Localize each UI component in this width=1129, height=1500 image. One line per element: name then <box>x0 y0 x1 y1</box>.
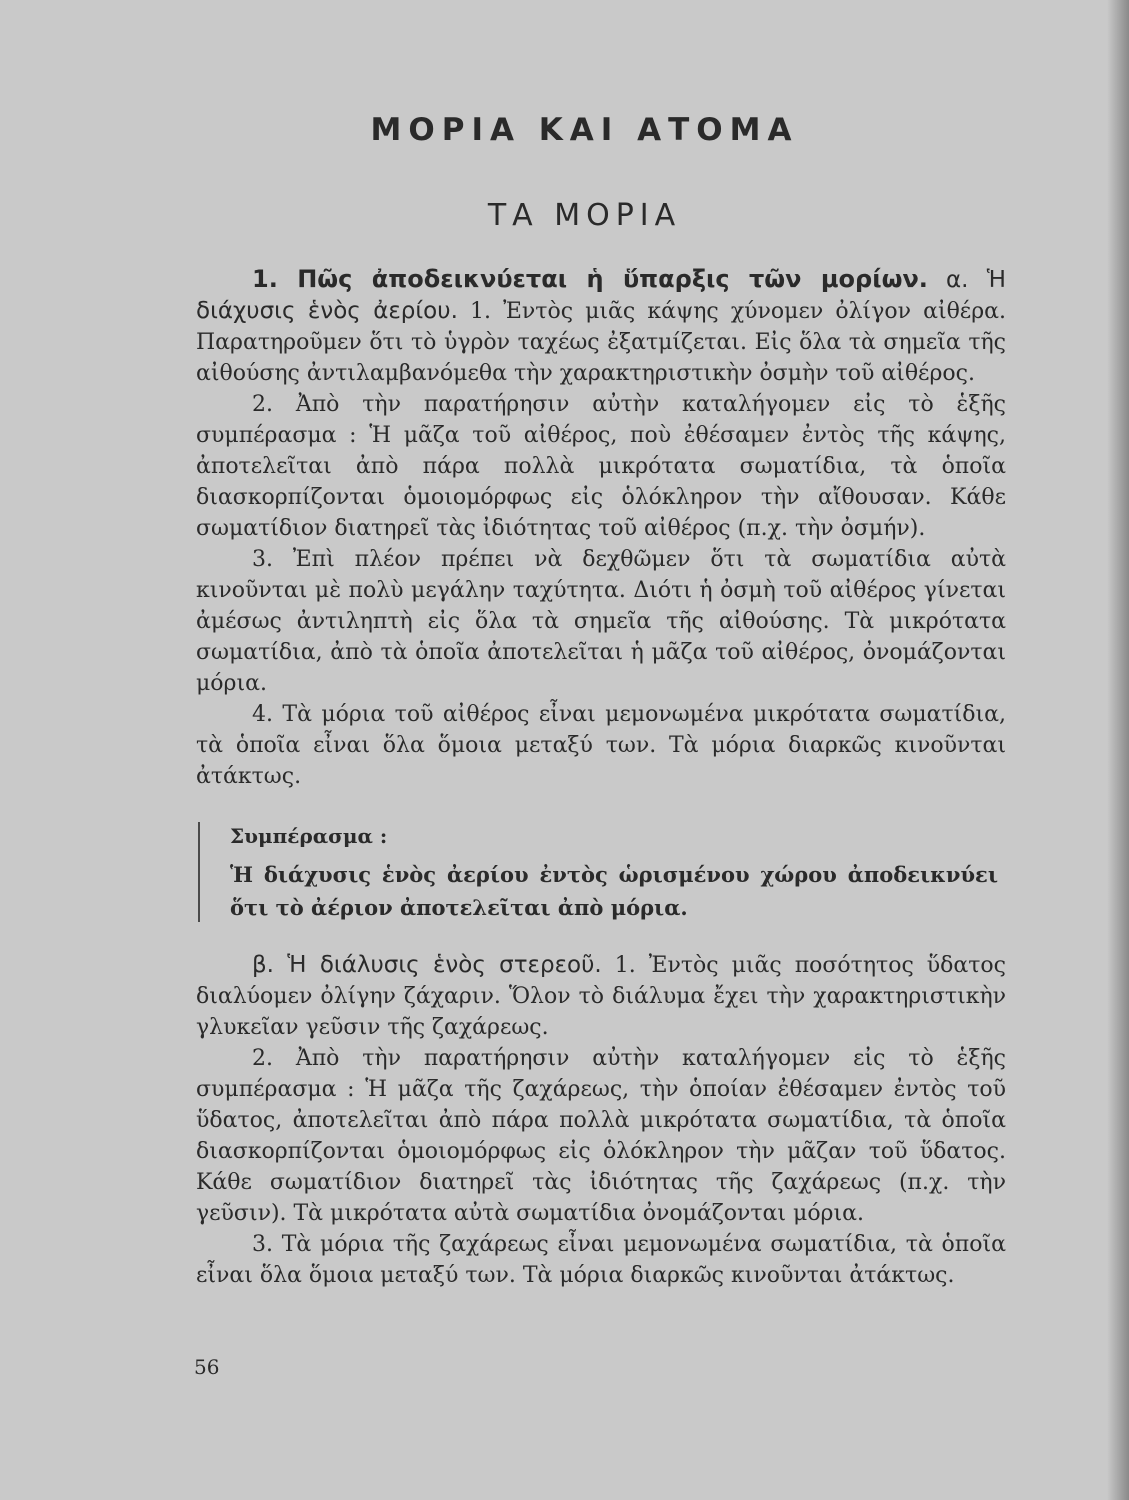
section-title: ΤΑ ΜΟΡΙΑ <box>487 198 682 233</box>
conclusion-label: Συμπέρασμα : <box>230 824 388 848</box>
conclusion-text: Ἡ διάχυσις ἑνὸς ἀερίου ἐντὸς ὡρισμένου χώρου ἀποδεικνύει ὅτι τὸ ἀέριον ἀποτελεῖται ἀπὸ μόρια. <box>230 862 998 920</box>
conclusion-box <box>198 822 998 922</box>
paragraph-4: 4. Τὰ μόρια τοῦ αἰθέρος εἶναι μεμονωμένα μικρότατα σωματίδια, τὰ ὁποῖα εἶναι ὅλα ὅμοια μεταξύ των. Τὰ μόρια διαρκῶς κινοῦνται ἀτάκτως. <box>196 702 1006 789</box>
paragraph-text: 1. Ἐντὸς μιᾶς ποσότητος ὕδατος διαλύομεν ὀλίγην ζάχαριν. Ὅλον τὸ διάλυμα ἔχει τὴν χαρακτηριστικὴν γλυκεῖαν γεῦσιν τῆς ζαχάρεως. <box>196 953 1006 1040</box>
paragraph-2: 2. Ἀπὸ τὴν παρατήρησιν αὐτὴν καταλήγομεν εἰς τὸ ἑξῆς συμπέρασμα : Ἡ μᾶζα τοῦ αἰθέρος, ποὺ ἐθέσαμεν ἐντὸς τῆς κάψης, ἀποτελεῖται ἀπὸ πάρα πολλὰ μικρότατα σωματίδια, τὰ ὁποῖα διασκορπίζονται ὁμοιομόρφως εἰς ὁλόκληρον τὴν αἴθουσαν. Κάθε σωματίδιον διατηρεῖ τὰς ἰδιότητας τοῦ αἰθέρος (π.χ. τὴν ὀσμήν). <box>196 392 1006 541</box>
paragraph-1 <box>196 264 1006 389</box>
paragraph-3: 3. Ἐπὶ πλέον πρέπει νὰ δεχθῶμεν ὅτι τὰ σωματίδια αὐτὰ κινοῦνται μὲ πολὺ μεγάλην ταχύτητα. Διότι ἡ ὀσμὴ τοῦ αἰθέρος γίνεται ἀμέσως ἀντιληπτὴ εἰς ὅλα τὰ σημεῖα τῆς αἰθούσης. Τὰ μικρότατα σωματίδια, ἀπὸ τὰ ὁποῖα ἀποτελεῖται ἡ μᾶζα τοῦ αἰθέρος, ὀνομάζονται μόρια. <box>196 547 1006 696</box>
section-solid-dissolution <box>196 950 1006 1291</box>
chapter-title: ΜΟΡΙΑ ΚΑΙ ΑΤΟΜΑ <box>370 112 799 148</box>
paragraph-text: 1. Ἐντὸς μιᾶς κάψης χύνομεν ὀλίγον αἰθέρα. Παρατηροῦμεν ὅτι τὸ ὑγρὸν ταχέως ἐξατμίζεται. Εἰς ὅλα τὰ σημεῖα τῆς αἰθούσης ἀντιλαμβανόμεθα τὴν χαρακτηριστικὴν ὀσμὴν τοῦ αἰθέρος. <box>196 299 1006 386</box>
paragraph-6: 2. Ἀπὸ τὴν παρατήρησιν αὐτὴν καταλήγομεν εἰς τὸ ἑξῆς συμπέρασμα : Ἡ μᾶζα τῆς ζαχάρεως, τὴν ὁποίαν ἐθέσαμεν ἐντὸς τοῦ ὕδατος, ἀποτελεῖται ἀπὸ πάρα πολλὰ μικρότατα σωματίδια, τὰ ὁποῖα διασκορπίζονται ὁμοιομόρφως εἰς ὁλόκληρον τὴν μᾶζαν τοῦ ὕδατος. Κάθε σωματίδιον διατηρεῖ τὰς ἰδιότητας τῆς ζαχάρεως (π.χ. τὴν γεῦσιν). Τὰ μικρότατα αὐτὰ σωματίδια ὀνομάζονται μόρια. <box>196 1046 1006 1226</box>
page-number: 56 <box>194 1355 220 1379</box>
paragraph-5 <box>196 950 1006 1043</box>
paragraph-heading: 1. Πῶς ἀποδεικνύεται ἡ ὕπαρξις τῶν μορίων. <box>252 265 928 293</box>
subsection-lead: β. Ἡ διάλυσις ἑνὸς στερεοῦ. <box>252 952 602 978</box>
paragraph-7: 3. Τὰ μόρια τῆς ζαχάρεως εἶναι μεμονωμένα σωματίδια, τὰ ὁποῖα εἶναι ὅλα ὅμοια μεταξύ των. Τὰ μόρια διαρκῶς κινοῦνται ἀτάκτως. <box>196 1232 1006 1288</box>
subsection-lead: α. Ἡ διάχυσις ἑνὸς ἀερίου. <box>196 267 1006 324</box>
section-gas-diffusion <box>196 264 1006 792</box>
